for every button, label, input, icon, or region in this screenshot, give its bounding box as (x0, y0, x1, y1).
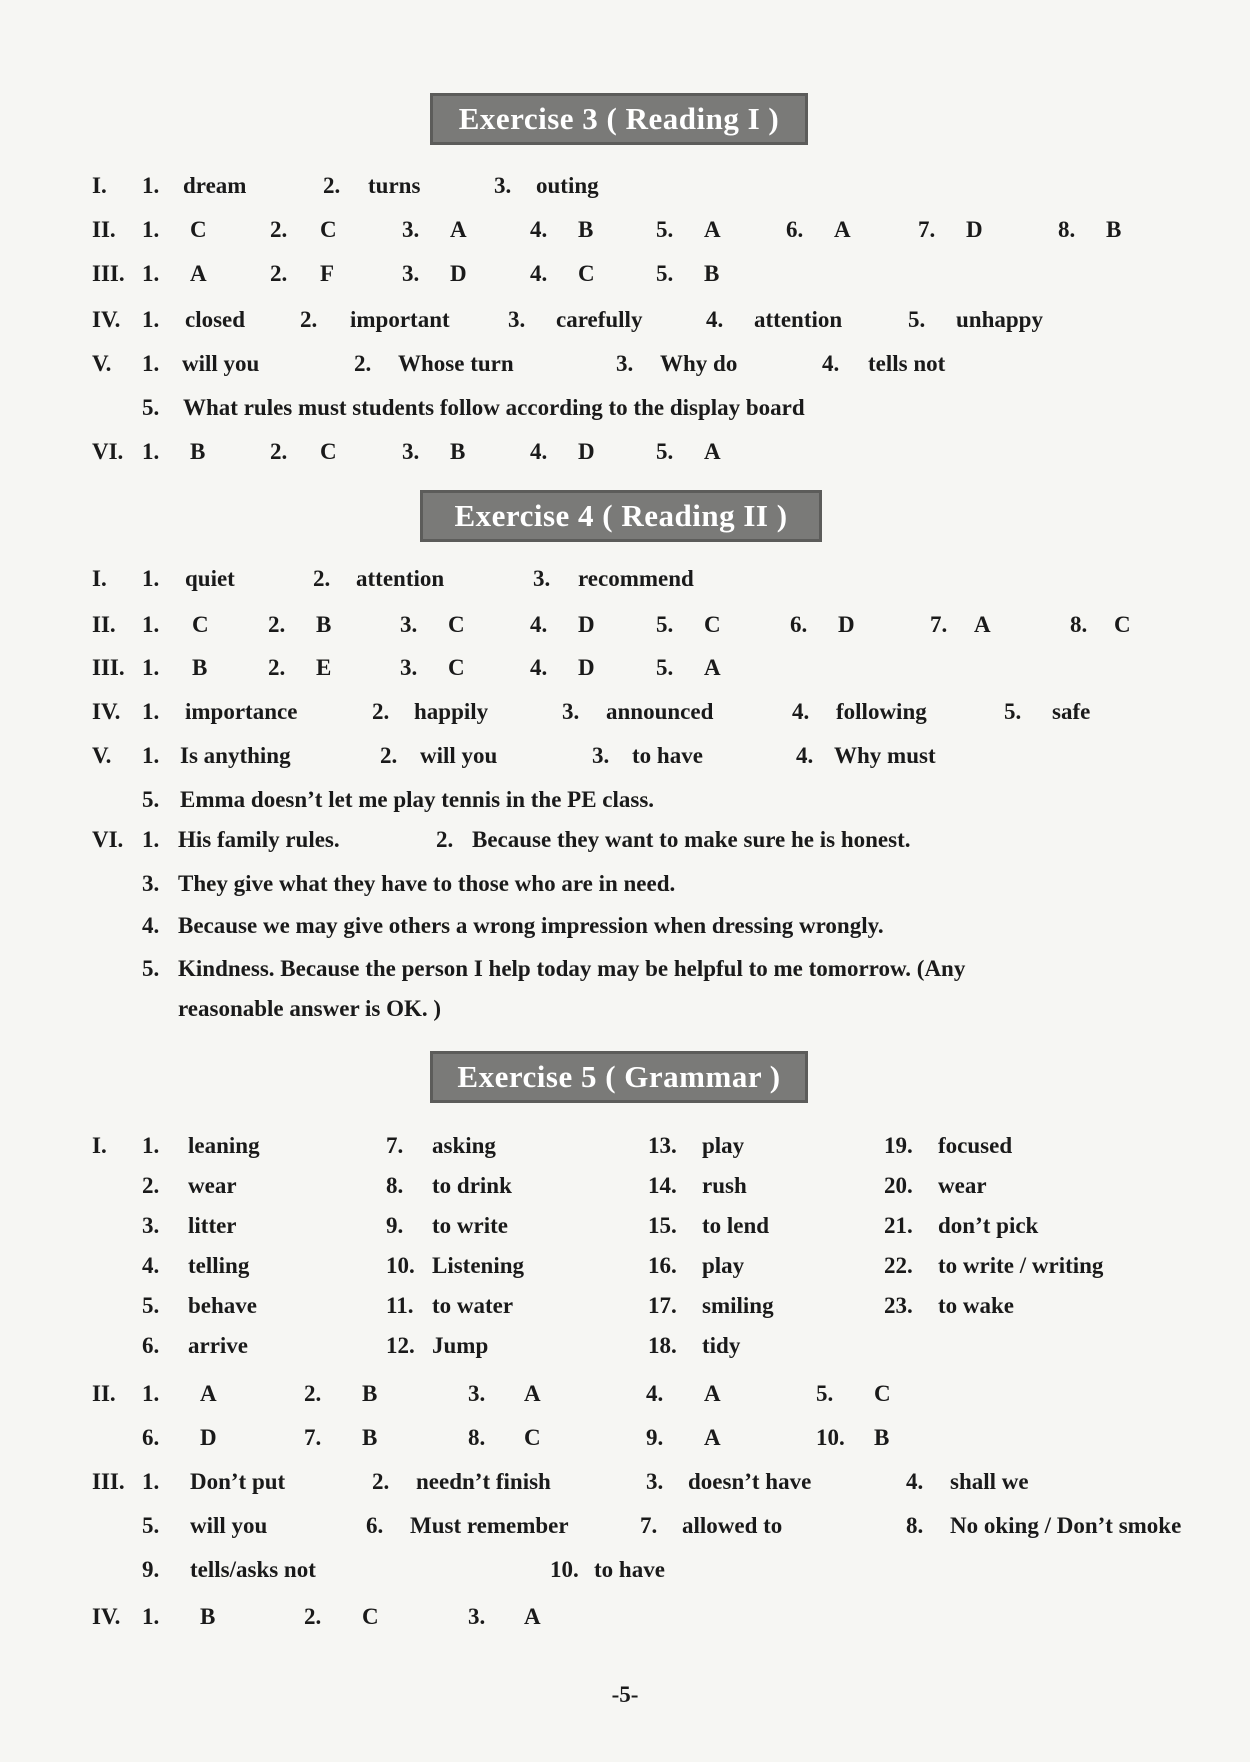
item-number: 5. (816, 1381, 834, 1406)
item-number: 3. (616, 351, 634, 376)
item-number: 9. (142, 1557, 160, 1582)
section-numeral: I. (92, 566, 107, 591)
answer-text: smiling (702, 1293, 774, 1318)
answer-text: C (1114, 612, 1131, 637)
item-number: 8. (386, 1173, 404, 1198)
item-number: 4. (530, 439, 548, 464)
item-number: 10. (550, 1557, 579, 1582)
item-number: 2. (142, 1173, 160, 1198)
answer-text: A (704, 1425, 721, 1450)
item-number: 3. (400, 612, 418, 637)
item-number: 2. (323, 173, 341, 198)
answer-text: C (192, 612, 209, 637)
answer-text: reasonable answer is OK. ) (178, 996, 442, 1021)
section-numeral: VI. (92, 439, 124, 464)
item-number: 5. (656, 655, 674, 680)
answer-text: C (578, 261, 595, 286)
answer-text: safe (1052, 699, 1091, 724)
item-number: 1. (142, 1469, 160, 1494)
answer-text: tells/asks not (190, 1557, 316, 1582)
answer-text: B (362, 1425, 378, 1450)
item-number: 10. (816, 1425, 845, 1450)
item-number: 1. (142, 1381, 160, 1406)
item-number: 4. (796, 743, 814, 768)
answer-text: C (190, 217, 207, 242)
answer-text: D (450, 261, 467, 286)
item-number: 19. (884, 1133, 913, 1158)
answer-text: quiet (185, 566, 235, 591)
answer-text: will you (190, 1513, 268, 1538)
answer-text: outing (536, 173, 599, 198)
answer-text: B (316, 612, 332, 637)
item-number: 21. (884, 1213, 913, 1238)
item-number: 3. (402, 439, 420, 464)
item-number: 1. (142, 699, 160, 724)
section-numeral: II. (92, 612, 116, 637)
answer-text: will you (420, 743, 498, 768)
answer-text: D (966, 217, 983, 242)
answer-text: A (974, 612, 991, 637)
section-numeral: IV. (92, 307, 121, 332)
item-number: 2. (300, 307, 318, 332)
item-number: 7. (386, 1133, 404, 1158)
answer-text: C (320, 439, 337, 464)
answer-text: A (704, 439, 721, 464)
item-number: 15. (648, 1213, 677, 1238)
page-number: -5- (611, 1682, 639, 1707)
item-number: 2. (372, 699, 390, 724)
item-number: 1. (142, 827, 160, 852)
item-number: 4. (142, 913, 160, 938)
answer-text: A (190, 261, 207, 286)
answer-text: They give what they have to those who are in need. (178, 871, 676, 896)
answer-text: doesn’t have (688, 1469, 812, 1494)
answer-text: No oking / Don’t smoke (950, 1513, 1182, 1538)
answer-text: D (838, 612, 855, 637)
answer-text: Whose turn (398, 351, 514, 376)
answer-text: to drink (432, 1173, 512, 1198)
item-number: 12. (386, 1333, 415, 1358)
item-number: 11. (386, 1293, 414, 1318)
answer-text: Why must (834, 743, 936, 768)
answer-text: Listening (432, 1253, 525, 1278)
item-number: 2. (270, 217, 288, 242)
answer-text: Why do (660, 351, 738, 376)
item-number: 5. (142, 395, 160, 420)
exercise-banner: Exercise 4 ( Reading II ) (420, 490, 822, 542)
answer-text: to have (632, 743, 703, 768)
answer-text: F (320, 261, 335, 286)
item-number: 9. (646, 1425, 664, 1450)
answer-text: Is anything (180, 743, 291, 768)
answer-text: dream (183, 173, 247, 198)
answer-text: C (874, 1381, 891, 1406)
answer-text: Must remember (410, 1513, 569, 1538)
answer-text: B (450, 439, 466, 464)
item-number: 23. (884, 1293, 913, 1318)
answer-text: happily (414, 699, 489, 724)
answer-text: play (702, 1253, 745, 1278)
answer-text: behave (188, 1293, 257, 1318)
item-number: 2. (270, 439, 288, 464)
answer-text: Because they want to make sure he is honest. (472, 827, 911, 852)
item-number: 7. (918, 217, 936, 242)
answer-text: A (704, 217, 721, 242)
item-number: 2. (270, 261, 288, 286)
item-number: 1. (142, 351, 160, 376)
item-number: 14. (648, 1173, 677, 1198)
item-number: 1. (142, 217, 160, 242)
answer-text: A (524, 1604, 541, 1629)
answer-text: C (524, 1425, 541, 1450)
item-number: 5. (656, 261, 674, 286)
section-numeral: V. (92, 351, 112, 376)
item-number: 6. (366, 1513, 384, 1538)
item-number: 5. (142, 787, 160, 812)
answer-text: rush (702, 1173, 747, 1198)
answer-text: B (578, 217, 594, 242)
item-number: 7. (304, 1425, 322, 1450)
answer-text: B (200, 1604, 216, 1629)
item-number: 2. (380, 743, 398, 768)
answer-text: to write / writing (938, 1253, 1104, 1278)
item-number: 3. (533, 566, 551, 591)
item-number: 6. (142, 1425, 160, 1450)
item-number: 1. (142, 173, 160, 198)
answer-text: B (192, 655, 208, 680)
item-number: 3. (592, 743, 610, 768)
item-number: 5. (1004, 699, 1022, 724)
section-numeral: III. (92, 261, 125, 286)
answer-text: A (524, 1381, 541, 1406)
section-numeral: I. (92, 1133, 107, 1158)
item-number: 8. (1058, 217, 1076, 242)
answer-text: focused (938, 1133, 1013, 1158)
item-number: 3. (142, 871, 160, 896)
answer-text: announced (606, 699, 714, 724)
item-number: 9. (386, 1213, 404, 1238)
answer-text: C (448, 612, 465, 637)
answer-text: carefully (556, 307, 643, 332)
exercise-banner: Exercise 5 ( Grammar ) (430, 1051, 808, 1103)
answer-text: to water (432, 1293, 514, 1318)
item-number: 2. (268, 612, 286, 637)
section-numeral: III. (92, 1469, 125, 1494)
item-number: 4. (822, 351, 840, 376)
answer-text: to have (594, 1557, 665, 1582)
answer-text: to lend (702, 1213, 770, 1238)
item-number: 3. (402, 261, 420, 286)
item-number: 1. (142, 743, 160, 768)
answer-text: play (702, 1133, 745, 1158)
answer-text: shall we (950, 1469, 1029, 1494)
answer-text: What rules must students follow according to the display board (183, 395, 805, 420)
answer-text: litter (188, 1213, 237, 1238)
item-number: 1. (142, 566, 160, 591)
item-number: 8. (468, 1425, 486, 1450)
answer-text: Emma doesn’t let me play tennis in the PE class. (180, 787, 655, 812)
item-number: 2. (354, 351, 372, 376)
section-numeral: II. (92, 217, 116, 242)
item-number: 20. (884, 1173, 913, 1198)
answer-text: B (874, 1425, 890, 1450)
answer-text: C (448, 655, 465, 680)
answer-text: B (1106, 217, 1122, 242)
item-number: 2. (268, 655, 286, 680)
answer-text: turns (368, 173, 421, 198)
answer-text: D (578, 655, 595, 680)
item-number: 1. (142, 1133, 160, 1158)
section-numeral: VI. (92, 827, 124, 852)
answer-text: asking (432, 1133, 496, 1158)
section-numeral: IV. (92, 1604, 121, 1629)
item-number: 4. (906, 1469, 924, 1494)
item-number: 5. (142, 956, 160, 981)
item-number: 3. (494, 173, 512, 198)
answer-text: don’t pick (938, 1213, 1039, 1238)
answer-text: B (704, 261, 720, 286)
answer-text: D (578, 612, 595, 637)
item-number: 6. (786, 217, 804, 242)
item-number: 2. (304, 1381, 322, 1406)
section-numeral: II. (92, 1381, 116, 1406)
item-number: 13. (648, 1133, 677, 1158)
answer-text: His family rules. (178, 827, 340, 852)
answer-text: E (316, 655, 332, 680)
item-number: 1. (142, 1604, 160, 1629)
answer-text: allowed to (682, 1513, 783, 1538)
item-number: 2. (304, 1604, 322, 1629)
answer-text: C (362, 1604, 379, 1629)
item-number: 8. (1070, 612, 1088, 637)
answer-text: leaning (188, 1133, 260, 1158)
answer-text: Jump (432, 1333, 489, 1358)
item-number: 7. (640, 1513, 658, 1538)
item-number: 3. (402, 217, 420, 242)
item-number: 4. (706, 307, 724, 332)
answer-text: attention (356, 566, 445, 591)
item-number: 5. (656, 439, 674, 464)
item-number: 5. (656, 612, 674, 637)
answer-text: D (578, 439, 595, 464)
answer-text: wear (188, 1173, 237, 1198)
answer-text: closed (185, 307, 246, 332)
answer-text: A (704, 655, 721, 680)
item-number: 1. (142, 439, 160, 464)
section-numeral: I. (92, 173, 107, 198)
item-number: 1. (142, 655, 160, 680)
item-number: 18. (648, 1333, 677, 1358)
answer-text: A (200, 1381, 217, 1406)
answer-text: Because we may give others a wrong impression when dressing wrongly. (178, 913, 884, 938)
item-number: 2. (372, 1469, 390, 1494)
item-number: 3. (400, 655, 418, 680)
answer-text: C (320, 217, 337, 242)
item-number: 22. (884, 1253, 913, 1278)
section-numeral: IV. (92, 699, 121, 724)
item-number: 3. (468, 1604, 486, 1629)
answer-text: importance (185, 699, 298, 724)
item-number: 5. (908, 307, 926, 332)
answer-text: A (704, 1381, 721, 1406)
item-number: 4. (530, 261, 548, 286)
item-number: 4. (142, 1253, 160, 1278)
item-number: 4. (530, 655, 548, 680)
answer-text: unhappy (956, 307, 1043, 332)
item-number: 6. (142, 1333, 160, 1358)
answer-text: attention (754, 307, 843, 332)
item-number: 2. (436, 827, 454, 852)
answer-text: D (200, 1425, 217, 1450)
answer-text: Don’t put (190, 1469, 286, 1494)
item-number: 8. (906, 1513, 924, 1538)
answer-text: telling (188, 1253, 250, 1278)
answer-text: wear (938, 1173, 987, 1198)
item-number: 1. (142, 261, 160, 286)
item-number: 5. (142, 1293, 160, 1318)
answer-text: tells not (868, 351, 946, 376)
item-number: 10. (386, 1253, 415, 1278)
answer-text: Kindness. Because the person I help today may be helpful to me tomorrow. (Any (178, 956, 966, 981)
item-number: 5. (656, 217, 674, 242)
item-number: 16. (648, 1253, 677, 1278)
item-number: 4. (530, 612, 548, 637)
item-number: 3. (508, 307, 526, 332)
answer-text: following (836, 699, 927, 724)
answer-text: B (362, 1381, 378, 1406)
item-number: 6. (790, 612, 808, 637)
answer-text: arrive (188, 1333, 249, 1358)
answer-text: to write (432, 1213, 508, 1238)
item-number: 5. (142, 1513, 160, 1538)
item-number: 7. (930, 612, 948, 637)
item-number: 3. (646, 1469, 664, 1494)
item-number: 1. (142, 612, 160, 637)
exercise-banner: Exercise 3 ( Reading I ) (430, 93, 808, 145)
item-number: 4. (646, 1381, 664, 1406)
item-number: 3. (468, 1381, 486, 1406)
item-number: 1. (142, 307, 160, 332)
item-number: 4. (530, 217, 548, 242)
answer-text: A (450, 217, 467, 242)
item-number: 4. (792, 699, 810, 724)
answer-text: tidy (702, 1333, 741, 1358)
answer-text: A (834, 217, 851, 242)
answer-text: C (704, 612, 721, 637)
answer-text: will you (182, 351, 260, 376)
answer-text: to wake (938, 1293, 1015, 1318)
answer-text: important (350, 307, 450, 332)
item-number: 17. (648, 1293, 677, 1318)
item-number: 2. (313, 566, 331, 591)
item-number: 3. (562, 699, 580, 724)
answer-text: recommend (578, 566, 694, 591)
section-numeral: V. (92, 743, 112, 768)
answer-text: B (190, 439, 206, 464)
section-numeral: III. (92, 655, 125, 680)
answer-text: needn’t finish (416, 1469, 551, 1494)
item-number: 3. (142, 1213, 160, 1238)
